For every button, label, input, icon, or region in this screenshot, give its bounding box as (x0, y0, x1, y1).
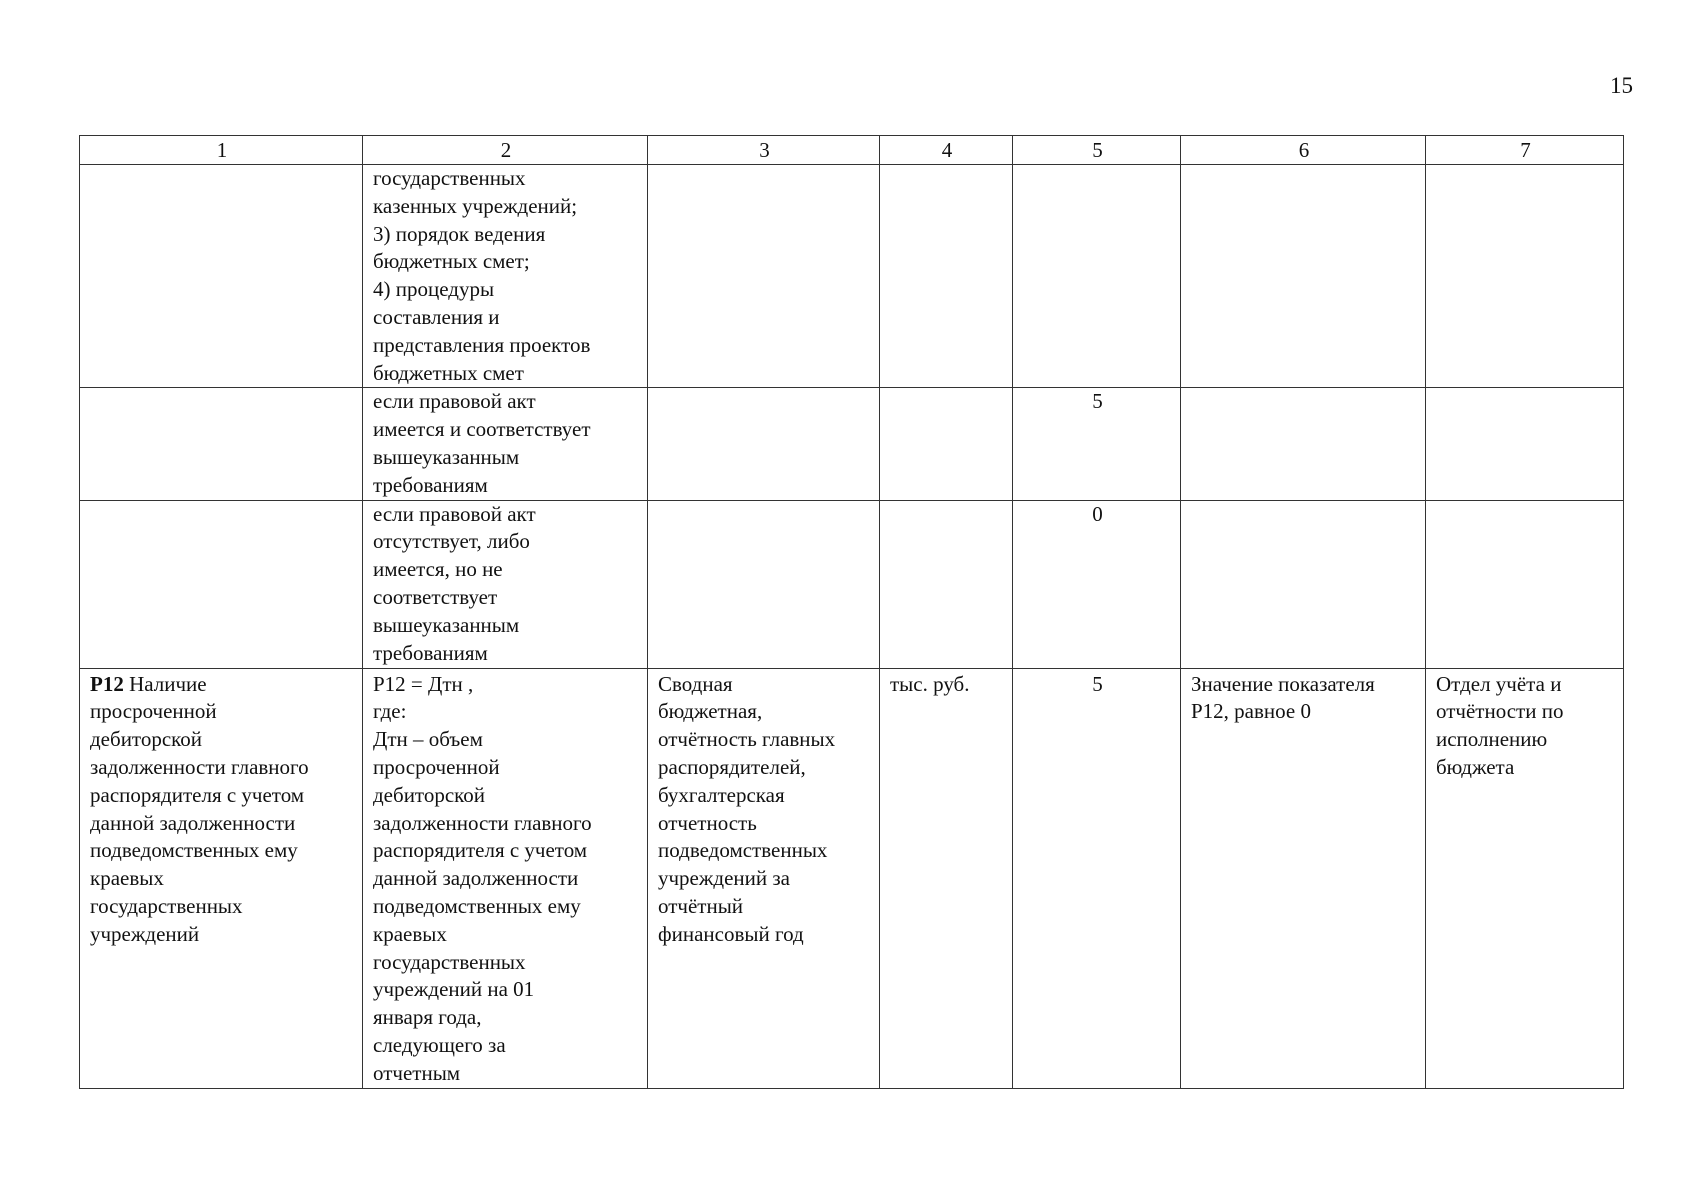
table-row-p12 (80, 668, 1624, 1088)
cell-target (1181, 500, 1426, 668)
text-line: если правовой акт (373, 501, 536, 526)
cell-score (1013, 165, 1181, 388)
cell-formula (363, 388, 648, 500)
text-line: вышеуказанным (373, 444, 520, 469)
cell-formula (363, 165, 648, 388)
text-line: данной задолженности (90, 810, 296, 835)
text-line: Значение показателя (1191, 671, 1375, 696)
text-line: государственных (90, 893, 243, 918)
text-line: просроченной (373, 754, 500, 779)
cell-responsible (1426, 165, 1624, 388)
cell-indicator (80, 500, 363, 668)
text-line: распорядителей, (658, 754, 806, 779)
table-row-act-compliant (80, 388, 1624, 500)
text-line: отсутствует, либо (373, 529, 530, 554)
text-line: просроченной (90, 699, 217, 724)
header-col-1: 1 (80, 136, 363, 165)
text-line: 3) порядок ведения (373, 221, 546, 246)
cell-target (1181, 165, 1426, 388)
text-line: подведомственных ему (373, 893, 581, 918)
text-line: имеется, но не (373, 557, 503, 582)
cell-unit: тыс. руб. (880, 668, 1013, 1088)
text-line: где: (373, 699, 407, 724)
table-row-continuation (80, 165, 1624, 388)
cell-target (1181, 668, 1426, 1088)
cell-responsible (1426, 388, 1624, 500)
text-line: дебиторской (373, 782, 486, 807)
header-row (80, 136, 1624, 165)
table-header (80, 136, 1624, 165)
text-line: государственных (373, 949, 526, 974)
cell-target (1181, 388, 1426, 500)
text-line: представления проектов (373, 332, 591, 357)
text-line: следующего за (373, 1032, 506, 1057)
indicator-table (79, 135, 1624, 1089)
text-line: подведомственных ему (90, 838, 298, 863)
cell-score: 5 (1013, 668, 1181, 1088)
cell-score: 5 (1013, 388, 1181, 500)
text-line: Р12, равное 0 (1191, 699, 1311, 724)
text-line: составления и (373, 304, 500, 329)
text-line: бюджетная, (658, 699, 763, 724)
indicator-title-start: Наличие (123, 671, 207, 696)
text-line: распорядителя с учетом (373, 838, 588, 863)
text-line: отчётности по (1436, 699, 1564, 724)
header-col-4: 4 (880, 136, 1013, 165)
cell-source (648, 165, 880, 388)
text-line: 4) процедуры (373, 277, 495, 302)
text-line: Дтн – объем (373, 727, 483, 752)
table-row-act-missing (80, 500, 1624, 668)
text-line: государственных (373, 166, 526, 190)
header-col-7: 7 (1426, 136, 1624, 165)
header-col-6: 6 (1181, 136, 1426, 165)
cell-responsible (1426, 668, 1624, 1088)
text-line: казенных учреждений; (373, 193, 578, 218)
text-line: отчётный (658, 893, 744, 918)
header-col-2: 2 (363, 136, 648, 165)
text-line: подведомственных (658, 838, 828, 863)
text-line: бюджетных смет (373, 360, 524, 385)
text-line: вышеуказанным (373, 612, 520, 637)
cell-unit (880, 165, 1013, 388)
header-col-3: 3 (648, 136, 880, 165)
cell-formula (363, 500, 648, 668)
cell-indicator (80, 388, 363, 500)
indicator-title-line (90, 671, 354, 699)
text-line: данной задолженности (373, 866, 579, 891)
indicator-code: Р12 (90, 671, 124, 696)
text-line: если правовой акт (373, 389, 536, 414)
text-line: дебиторской (90, 727, 203, 752)
text-line: Р12 = Дтн , (373, 671, 474, 696)
text-line: учреждений за (658, 866, 790, 891)
text-line: отчетным (373, 1060, 461, 1085)
text-line: краевых (90, 866, 164, 891)
header-col-5: 5 (1013, 136, 1181, 165)
text-line: требованиям (373, 472, 488, 497)
cell-score: 0 (1013, 500, 1181, 668)
text-line: задолженности главного (373, 810, 592, 835)
text-line: отчетность (658, 810, 757, 835)
text-line: имеется и соответствует (373, 417, 591, 442)
text-line: учреждений на 01 (373, 977, 535, 1002)
text-line: финансовый год (658, 921, 804, 946)
text-line: января года, (373, 1005, 482, 1030)
text-line: бюджетных смет; (373, 249, 530, 274)
text-line: исполнению (1436, 727, 1548, 752)
text-line: бухгалтерская (658, 782, 785, 807)
page-number: 15 (1610, 73, 1633, 98)
cell-formula (363, 668, 648, 1088)
text-line: бюджета (1436, 754, 1515, 779)
text-line: краевых (373, 921, 447, 946)
text-line: распорядителя с учетом (90, 782, 305, 807)
cell-unit (880, 388, 1013, 500)
cell-source (648, 388, 880, 500)
text-line: соответствует (373, 584, 498, 609)
cell-responsible (1426, 500, 1624, 668)
cell-unit (880, 500, 1013, 668)
cell-indicator (80, 668, 363, 1088)
text-line: задолженности главного (90, 754, 309, 779)
cell-source (648, 500, 880, 668)
cell-source (648, 668, 880, 1088)
text-line: Отдел учёта и (1436, 671, 1562, 696)
text-line: Сводная (658, 671, 733, 696)
text-line: отчётность главных (658, 727, 836, 752)
cell-indicator (80, 165, 363, 388)
text-line: требованиям (373, 640, 488, 665)
text-line: учреждений (90, 921, 200, 946)
